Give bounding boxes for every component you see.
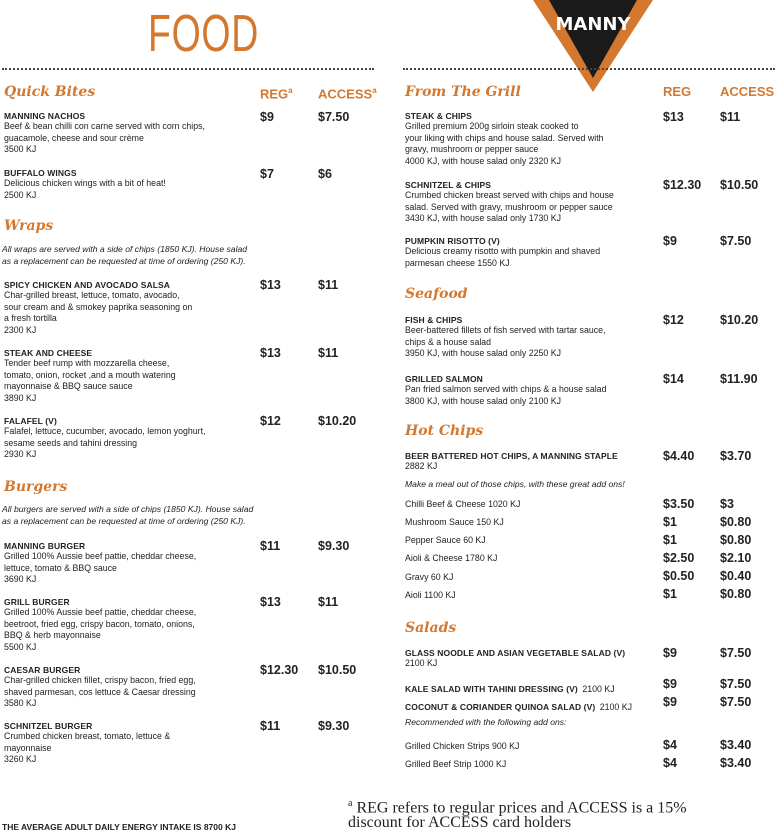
addon-label: Pepper Sauce 60 KJ <box>405 535 486 545</box>
price-access: $3.40 <box>720 756 752 770</box>
price-access: $11 <box>318 346 339 360</box>
addon-label: Grilled Chicken Strips 900 KJ <box>405 741 520 751</box>
addon-label: Gravy 60 KJ <box>405 572 454 582</box>
menu-item: MANNING NACHOS Beef & bean chilli con carne served with corn chips, guacamole, cheese and sour crème 3500 KJ <box>4 111 205 155</box>
menu-item: BUFFALO WINGS Delicious chicken wings with a bit of heat! 2500 KJ <box>4 168 166 200</box>
salads-note: Recommended with the following add ons: <box>405 717 567 727</box>
price-reg: $12.30 <box>663 178 702 192</box>
page-title: FOOD <box>148 5 260 63</box>
burgers-note: All burgers are served with a side of chips (1850 KJ). House salad as a replacement can be requested at time of ordering (250 KJ). <box>2 504 254 526</box>
price-reg: $9 <box>663 695 677 709</box>
hot-chips-note: Make a meal out of those chips, with these great add ons! <box>405 479 625 489</box>
price-reg: $13 <box>260 595 281 609</box>
logo-text: MANNY <box>555 14 631 35</box>
price-reg: $3.50 <box>663 497 695 511</box>
addon-label: Chilli Beef & Cheese 1020 KJ <box>405 499 521 509</box>
price-reg: $12.30 <box>260 663 299 677</box>
col-access-left: ACCESS$^a$ <box>318 86 377 102</box>
price-access: $0.40 <box>720 569 752 583</box>
price-reg: $11 <box>260 719 281 733</box>
price-access: $7.50 <box>720 646 752 660</box>
price-access: $10.20 <box>720 313 759 327</box>
menu-item: CAESAR BURGER Char-grilled chicken fillet, crispy bacon, fried egg, shaved parmesan, cos lettuce & Caesar dressing 3580 KJ <box>4 665 196 709</box>
price-access: $0.80 <box>720 515 752 529</box>
section-seafood: Seafood <box>405 286 468 302</box>
menu-item: STEAK & CHIPS Grilled premium 200g sirloin steak cooked to your liking with chips and house salad. Served with gravy, mushroom or pepper sauce 4000 KJ, with house salad only 2320 KJ <box>405 111 604 166</box>
price-reg: $13 <box>260 278 281 292</box>
price-access: $2.10 <box>720 551 752 565</box>
menu-item: FISH & CHIPS Beer-battered fillets of fish served with tartar sauce, chips & a house salad 3950 KJ, with house salad only 2250 KJ <box>405 315 606 359</box>
section-salads: Salads <box>405 620 457 636</box>
price-access: $11.90 <box>720 372 758 386</box>
price-reg: $11 <box>260 539 281 553</box>
price-access: $3 <box>720 497 734 511</box>
section-wraps: Wraps <box>4 218 54 234</box>
price-access: $9.30 <box>318 719 350 733</box>
section-burgers: Burgers <box>4 479 68 495</box>
price-reg: $1 <box>663 587 677 601</box>
price-reg: $4 <box>663 756 677 770</box>
price-access: $0.80 <box>720 533 752 547</box>
price-reg: $9 <box>663 646 677 660</box>
price-access: $0.80 <box>720 587 752 601</box>
divider-right <box>403 68 775 70</box>
menu-item: PUMPKIN RISOTTO (V) Delicious creamy risotto with pumpkin and shaved parmesan cheese 1550 KJ <box>405 236 601 268</box>
menu-item: GRILLED SALMON Pan fried salmon served with chips & a house salad 3800 KJ, with house salad only 2100 KJ <box>405 374 607 406</box>
col-reg-left: REG$^a$ <box>260 86 293 102</box>
price-reg: $4.40 <box>663 449 695 463</box>
menu-item: SCHNITZEL & CHIPS Crumbed chicken breast served with chips and house salad. Served with gravy, mushroom or pepper sauce 3430 KJ, with house salad only 1730 KJ <box>405 180 614 224</box>
menu-item: COCONUT & CORIANDER QUINOA SALAD (V) 2100 KJ <box>405 702 633 712</box>
price-access: $9.30 <box>318 539 350 553</box>
price-reg: $13 <box>260 346 281 360</box>
price-reg: $13 <box>663 110 684 124</box>
price-reg: $1 <box>663 515 677 529</box>
menu-item: STEAK AND CHEESE Tender beef rump with mozzarella cheese, tomato, onion, rocket ,and a mouth watering mayonnaise & BBQ sauce sauce 3890 KJ <box>4 348 176 403</box>
price-reg: $0.50 <box>663 569 695 583</box>
price-access: $7.50 <box>720 234 752 248</box>
brand-logo <box>533 0 653 92</box>
col-access-right: ACCESS <box>720 84 775 99</box>
price-access: $11 <box>720 110 741 124</box>
price-access: $11 <box>318 278 339 292</box>
energy-intake-note: THE AVERAGE ADULT DAILY ENERGY INTAKE IS 8700 KJ <box>2 822 236 832</box>
section-from-the-grill: From The Grill <box>405 84 521 100</box>
menu-item: KALE SALAD WITH TAHINI DRESSING (V) 2100 KJ <box>405 684 615 694</box>
price-access: $3.70 <box>720 449 752 463</box>
price-reg: $12 <box>260 414 281 428</box>
price-access: $11 <box>318 595 339 609</box>
addon-label: Mushroom Sauce 150 KJ <box>405 517 504 527</box>
menu-item: FALAFEL (V) Falafel, lettuce, cucumber, avocado, lemon yoghurt, sesame seeds and tahini dressing 2930 KJ <box>4 416 206 460</box>
col-reg-right: REG <box>663 84 692 99</box>
price-reg: $9 <box>663 234 677 248</box>
addon-label: Grilled Beef Strip 1000 KJ <box>405 759 507 769</box>
price-access: $6 <box>318 167 332 181</box>
footnote: $^a$ REG refers to regular prices and ACCESS is a 15% discount for ACCESS card holders <box>348 798 687 832</box>
price-reg: $4 <box>663 738 677 752</box>
menu-item: BEER BATTERED HOT CHIPS, A MANNING STAPLE 2882 KJ <box>405 451 618 471</box>
menu-item: GLASS NOODLE AND ASIAN VEGETABLE SALAD (V) 2100 KJ <box>405 648 626 668</box>
price-reg: $12 <box>663 313 684 327</box>
price-access: $10.20 <box>318 414 357 428</box>
menu-item: SPICY CHICKEN AND AVOCADO SALSA Char-grilled breast, lettuce, tomato, avocado, sour cream and & smokey paprika seasoning on a fresh tortilla 2300 KJ <box>4 280 193 335</box>
triangle-logo-icon <box>533 0 653 92</box>
price-reg: $9 <box>260 110 274 124</box>
menu-item: MANNING BURGER Grilled 100% Aussie beef pattie, cheddar cheese, lettuce, tomato & BBQ sauce 3690 KJ <box>4 541 197 585</box>
price-access: $7.50 <box>720 695 752 709</box>
section-quick-bites: Quick Bites <box>4 84 96 100</box>
price-access: $10.50 <box>318 663 357 677</box>
menu-item: GRILL BURGER Grilled 100% Aussie beef pattie, cheddar cheese, beetroot, fried egg, crispy bacon, tomato, onions, BBQ & herb mayonnaise 5500 KJ <box>4 597 197 652</box>
price-reg: $9 <box>663 677 677 691</box>
price-access: $7.50 <box>720 677 752 691</box>
price-access: $7.50 <box>318 110 350 124</box>
price-reg: $1 <box>663 533 677 547</box>
wraps-note: All wraps are served with a side of chips (1850 KJ). House salad as a replacement can be requested at time of ordering (250 KJ). <box>2 244 248 266</box>
price-access: $3.40 <box>720 738 752 752</box>
price-reg: $2.50 <box>663 551 695 565</box>
price-reg: $7 <box>260 167 274 181</box>
addon-label: Aioli & Cheese 1780 KJ <box>405 553 498 563</box>
section-hot-chips: Hot Chips <box>405 423 484 439</box>
addon-label: Aioli 1100 KJ <box>405 590 456 600</box>
menu-item: SCHNITZEL BURGER Crumbed chicken breast, tomato, lettuce & mayonnaise 3260 KJ <box>4 721 171 765</box>
price-access: $10.50 <box>720 178 759 192</box>
divider-left <box>2 68 374 70</box>
price-reg: $14 <box>663 372 684 386</box>
